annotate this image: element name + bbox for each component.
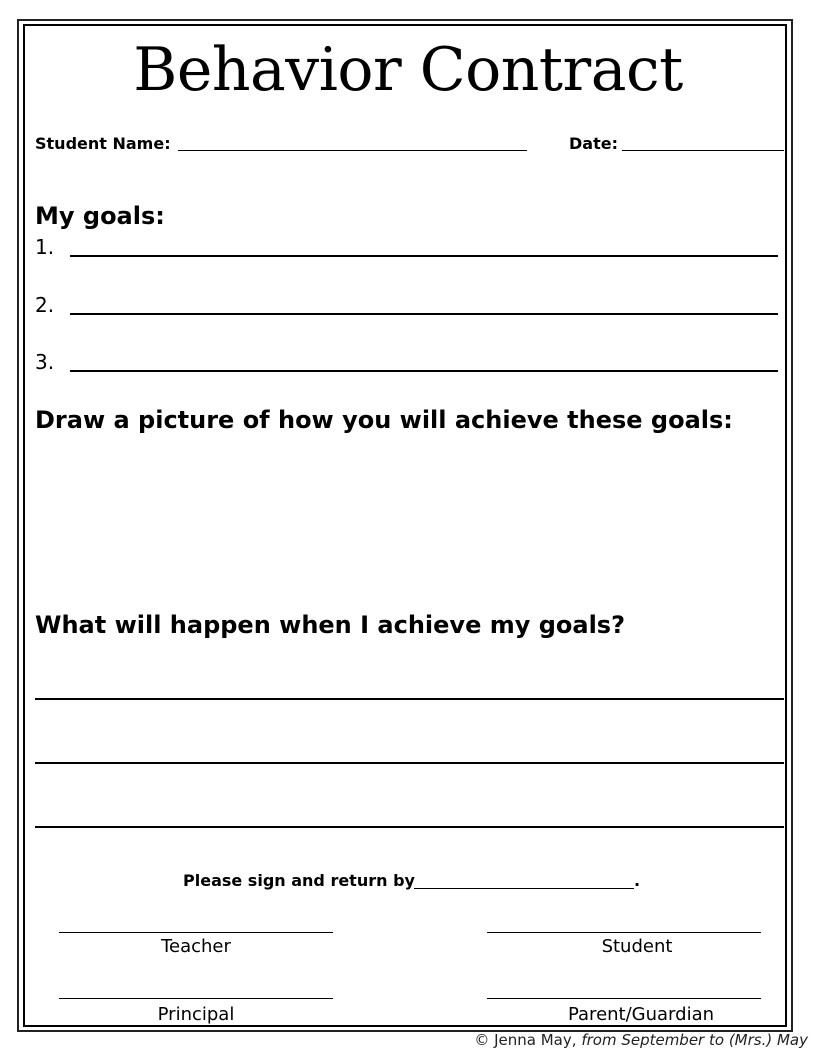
- achieve-line-1[interactable]: [35, 698, 784, 700]
- page-title: Behavior Contract: [133, 35, 683, 105]
- footer-author: © Jenna May,: [474, 1031, 577, 1049]
- achieve-line-2[interactable]: [35, 762, 784, 764]
- goal-number: 1.: [35, 235, 55, 259]
- footer-source: from September to (Mrs.) May: [581, 1031, 808, 1049]
- draw-heading: Draw a picture of how you will achieve these goals:: [35, 406, 733, 434]
- drawing-area[interactable]: [35, 445, 780, 595]
- student-name-field[interactable]: [178, 150, 527, 151]
- parent-signature-line[interactable]: [487, 998, 761, 999]
- return-period: .: [634, 871, 641, 890]
- parent-label: Parent/Guardian: [567, 1004, 715, 1025]
- goal-1-field[interactable]: [70, 255, 778, 257]
- goal-2-field[interactable]: [70, 313, 778, 315]
- student-signature-line[interactable]: [487, 932, 761, 933]
- goals-heading: My goals:: [35, 202, 165, 230]
- student-label: Student: [601, 936, 673, 957]
- date-field[interactable]: [622, 150, 784, 151]
- student-name-label: Student Name:: [35, 134, 171, 153]
- goal-3-field[interactable]: [70, 370, 778, 372]
- return-prompt: Please sign and return by: [183, 871, 415, 890]
- principal-signature-line[interactable]: [59, 998, 333, 999]
- teacher-signature-line[interactable]: [59, 932, 333, 933]
- goal-number: 2.: [35, 293, 55, 317]
- copyright-footer: [474, 1031, 808, 1049]
- achieve-heading: What will happen when I achieve my goals?: [35, 611, 626, 639]
- teacher-label: Teacher: [161, 936, 231, 957]
- principal-label: Principal: [157, 1004, 235, 1025]
- date-label: Date:: [569, 134, 618, 153]
- return-date-field[interactable]: [414, 888, 634, 889]
- goal-number: 3.: [35, 350, 55, 374]
- achieve-line-3[interactable]: [35, 826, 784, 828]
